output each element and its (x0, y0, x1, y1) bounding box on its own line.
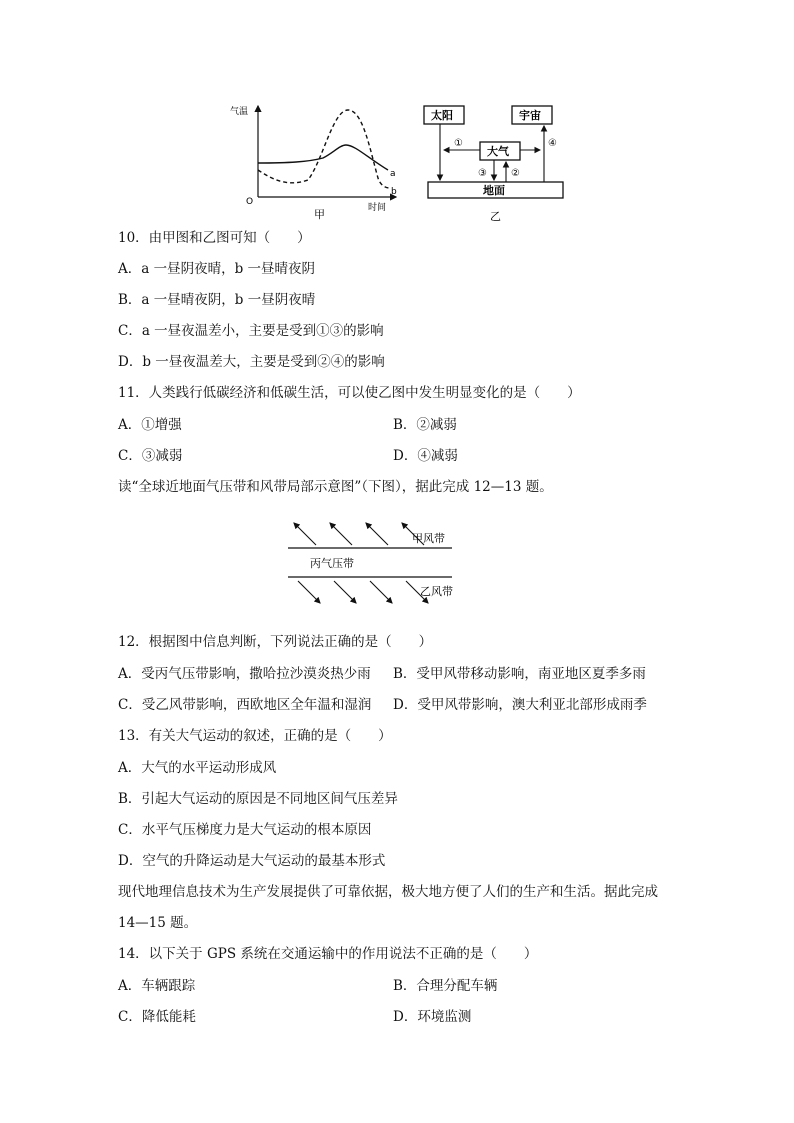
q14-option-c[interactable]: C．降低能耗 (118, 1009, 196, 1025)
q12-option-a[interactable]: A．受丙气压带影响，撒哈拉沙漠炎热少雨 (118, 666, 371, 682)
curve-b (258, 110, 390, 188)
q10-stem: 10．由甲图和乙图可知（ ） (118, 230, 311, 246)
arrow-1-label: ① (454, 138, 463, 149)
q13-option-b[interactable]: B．引起大气运动的原因是不同地区间气压差异 (118, 791, 398, 807)
q11-option-c[interactable]: C．③减弱 (118, 448, 183, 464)
q10-option-c[interactable]: C．a 一昼夜温差小，主要是受到①③的影响 (118, 323, 384, 339)
intro-14-15-line1: 现代地理信息技术为生产发展提供了可靠依据，极大地方便了人们的生产和生活。据此完成 (118, 884, 658, 900)
belt-jia-label: 甲风带 (412, 532, 445, 545)
q13-option-c[interactable]: C．水平气压梯度力是大气运动的根本原因 (118, 822, 372, 838)
figure-yi-radiation-diagram (418, 100, 578, 225)
q14-option-b[interactable]: B．合理分配车辆 (393, 978, 498, 994)
ground-label: 地面 (483, 184, 505, 197)
arrow-2-label: ② (511, 168, 520, 179)
q14-option-d[interactable]: D．环境监测 (393, 1009, 472, 1025)
q10-option-a[interactable]: A．a 一昼阴夜晴，b 一昼晴夜阴 (118, 261, 316, 277)
lower-wind-arrow (334, 581, 356, 603)
q13-option-a[interactable]: A．大气的水平运动形成风 (118, 760, 277, 776)
lower-wind-arrow (298, 581, 320, 603)
q11-option-a[interactable]: A．①增强 (118, 417, 182, 433)
intro-14-15-line2: 14—15 题。 (118, 915, 198, 931)
atmosphere-label: 大气 (487, 145, 509, 158)
lower-wind-arrow (370, 581, 392, 603)
belt-yi-label: 乙风带 (420, 585, 453, 598)
belt-bing-label: 丙气压带 (310, 557, 354, 570)
upper-wind-arrow (330, 523, 352, 545)
q10-option-b[interactable]: B．a 一昼晴夜阴，b 一昼阴夜晴 (118, 292, 316, 308)
curve-b-label: b (391, 187, 397, 197)
upper-wind-arrow (294, 523, 316, 545)
curve-a-label: a (390, 169, 396, 179)
q11-stem: 11．人类践行低碳经济和低碳生活，可以使乙图中发生明显变化的是（ ） (118, 385, 581, 401)
q13-option-d[interactable]: D．空气的升降运动是大气运动的最基本形式 (118, 853, 386, 869)
q11-option-d[interactable]: D．④减弱 (393, 448, 458, 464)
y-axis-label: 气温 (230, 107, 249, 117)
space-label: 宇宙 (519, 109, 541, 122)
q12-option-b[interactable]: B．受甲风带移动影响，南亚地区夏季多雨 (393, 666, 646, 682)
arrow-4-label: ④ (548, 138, 557, 149)
q12-option-d[interactable]: D．受甲风带影响，澳大利亚北部形成雨季 (393, 697, 647, 713)
q14-stem: 14．以下关于 GPS 系统在交通运输中的作用说法不正确的是（ ） (118, 946, 538, 962)
q14-option-a[interactable]: A．车辆跟踪 (118, 978, 196, 994)
q13-stem: 13．有关大气运动的叙述，正确的是（ ） (118, 728, 392, 744)
figure-wind-belts (280, 515, 470, 607)
figure-jia-temperature-chart (228, 100, 408, 222)
upper-wind-arrow (366, 523, 388, 545)
intro-12-13: 读“全球近地面气压带和风带局部示意图”（下图），据此完成 12—13 题。 (118, 479, 553, 495)
figure-jia-caption: 甲 (314, 208, 325, 221)
q11-option-b[interactable]: B．②减弱 (393, 417, 457, 433)
sun-label: 太阳 (431, 109, 453, 122)
arrow-3-label: ③ (478, 168, 487, 179)
q10-option-d[interactable]: D．b 一昼夜温差大，主要是受到②④的影响 (118, 354, 385, 370)
q12-option-c[interactable]: C．受乙风带影响，西欧地区全年温和湿润 (118, 697, 372, 713)
q12-stem: 12．根据图中信息判断，下列说法正确的是（ ） (118, 634, 433, 650)
figure-yi-caption: 乙 (490, 210, 501, 223)
origin-label: O (246, 197, 254, 207)
x-axis-label: 时间 (368, 203, 387, 213)
